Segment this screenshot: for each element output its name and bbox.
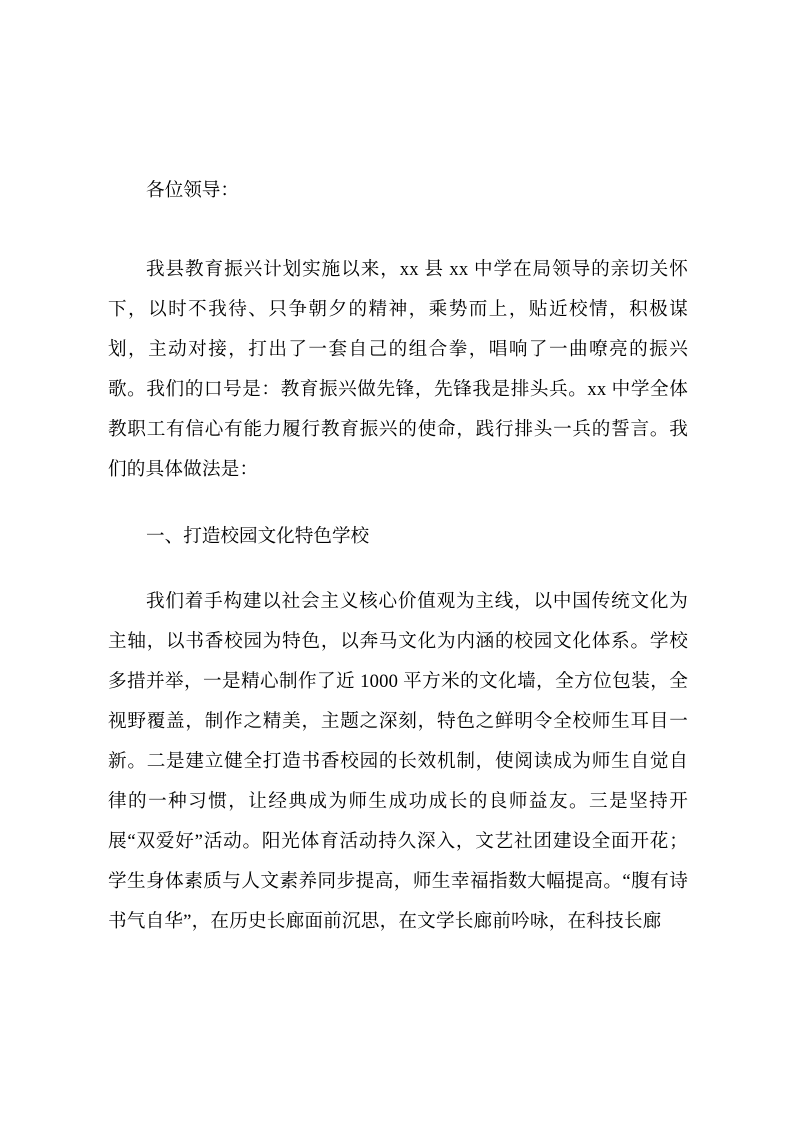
document-body bbox=[108, 170, 688, 968]
paragraph-intro: 我县教育振兴计划实施以来，xx 县 xx 中学在局领导的亲切关怀下，以时不我待、只争朝夕的精神，乘势而上，贴近校情，积极谋划，主动对接，打出了一套自己的组合拳，唱响了一曲嘹亮的振兴歌。我们的口号是：教育振兴做先锋，先锋我是排头兵。xx 中学全体教职工有信心有能力履行教育振兴的使命，践行排头一兵的誓言。我们的具体做法是： bbox=[108, 259, 688, 480]
section-heading-one: 一、打造校园文化特色学校 bbox=[146, 525, 370, 546]
paragraph-section-one-body: 我们着手构建以社会主义核心价值观为主线，以中国传统文化为主轴，以书香校园为特色，以奔马文化为内涵的校园文化体系。学校多措并举，一是精心制作了近 1000 平方米的文化墙，全方位包装，全视野覆盖，制作之精美，主题之深刻，特色之鲜明令全校师生耳目一新。二是建立健全打造书香校园的长效机制，使阅读成为师生自觉自律的一种习惯，让经典成为师生成功成长的良师益友。三是坚持开展“双爱好”活动。阳光体育活动持久深入，文艺社团建设全面开花；学生身体素质与人文素养同步提高，师生幸福指数大幅提高。“腹有诗书气自华”，在历史长廊面前沉思，在文学长廊前吟咏，在科技长廊 bbox=[108, 591, 688, 932]
salutation: 各位领导： bbox=[146, 179, 239, 200]
